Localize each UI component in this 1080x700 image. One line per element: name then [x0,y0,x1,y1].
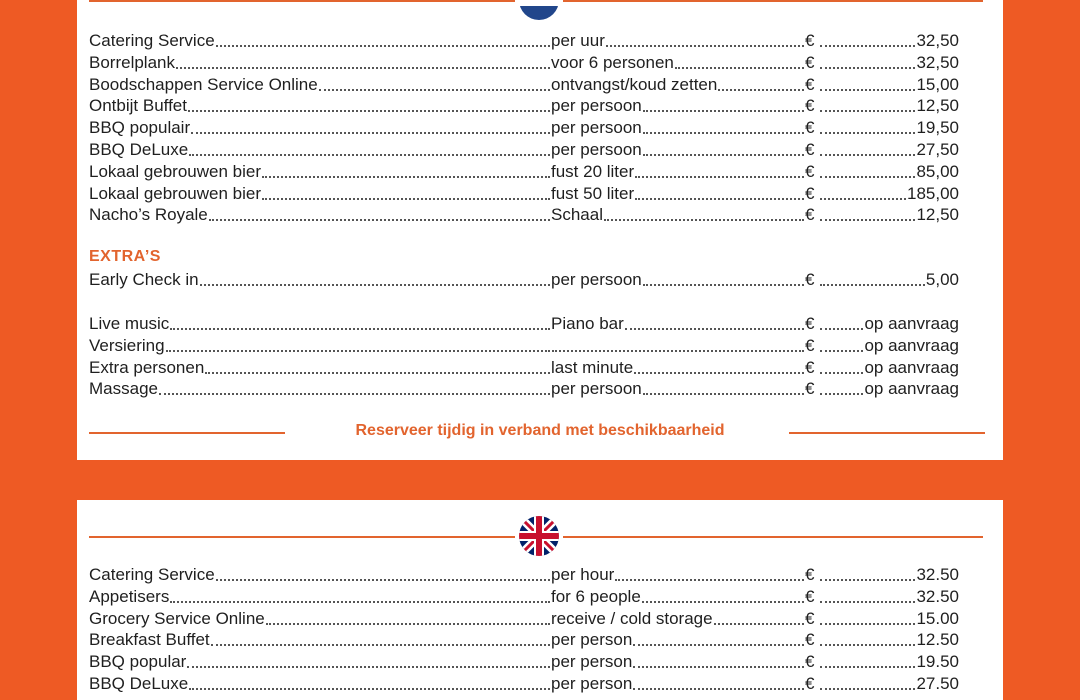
dot-leader [176,52,550,69]
dot-leader [820,357,863,374]
dot-leader [820,651,915,668]
euro-sign: € [805,74,815,94]
item-unit: ontvangst/koud zetten [551,74,805,96]
dot-leader [205,357,550,374]
dot-leader [604,204,804,221]
item-price: 32.50 [819,586,959,608]
item-price: op aanvraag [819,335,959,357]
euro-sign: € [805,270,815,289]
item-unit: per persoon [551,95,805,117]
euro-sign: € [805,183,815,203]
item-name: Grocery Service Online [89,608,551,630]
price-row [89,335,969,357]
item-price: 12.50 [819,629,959,651]
dot-leader [820,313,863,330]
dot-leader [643,269,804,286]
item-price: 32,50 [819,30,959,52]
euro-sign: € [805,96,815,116]
availability-note: Reserveer tijdig in verband met beschikbaarheid [355,422,725,439]
item-unit: Schaal [551,204,805,226]
item-unit: voor 6 personen [551,52,805,74]
item-name: Lokaal gebrouwen bier [89,161,551,183]
euro-sign: € [805,205,815,225]
euro-sign: € [805,565,815,584]
dutch-flag-icon [519,0,559,20]
item-price: 32,50 [819,52,959,74]
price-row [89,564,969,586]
dot-leader [820,629,915,646]
price-row [89,608,969,630]
divider-right [563,536,983,538]
price-row [89,139,969,161]
price-row [89,161,969,183]
dot-leader [216,30,550,47]
item-name: Appetisers [89,586,551,608]
dot-leader [820,269,925,286]
dot-leader [266,608,550,625]
dot-leader [643,95,804,112]
item-unit: per person [551,651,805,673]
item-price: 32.50 [819,564,959,586]
euro-sign: € [805,52,815,72]
item-unit: per person [551,673,805,695]
dot-leader [189,673,550,690]
dot-leader [675,52,804,69]
dot-leader [188,95,550,112]
item-name: BBQ populair [89,117,551,139]
item-name: Ontbijt Buffet [89,95,551,117]
euro-sign: € [805,31,815,50]
price-list-dutch [77,0,1003,460]
price-list-english [77,500,1003,700]
item-name: BBQ DeLuxe [89,673,551,695]
dot-leader [200,269,550,286]
item-name: Lokaal gebrouwen bier [89,183,551,205]
item-price: 15,00 [819,74,959,96]
price-row [89,269,969,291]
price-row [89,95,969,117]
item-unit: per persoon [551,117,805,139]
dot-leader [820,52,915,69]
euro-sign: € [805,379,815,399]
dot-leader [820,161,915,178]
dot-leader [191,117,550,134]
item-unit: for 6 people [551,586,805,608]
dot-leader [216,564,550,581]
dot-leader [820,183,906,200]
divider-left [89,536,515,538]
dot-leader [170,313,550,330]
dot-leader [820,378,863,395]
divider-right [563,0,983,2]
price-row [89,313,969,335]
dot-leader [820,586,915,603]
item-unit: per person [551,629,805,651]
price-row [89,673,969,695]
item-unit: per hour [551,564,805,586]
price-row [89,586,969,608]
dot-leader [820,74,915,91]
item-unit [551,335,805,352]
dot-leader [633,673,804,690]
price-row [89,378,969,400]
dot-leader [820,335,863,352]
dot-leader [643,117,804,134]
euro-sign: € [805,335,815,355]
dot-leader [643,139,804,156]
item-name: BBQ popular [89,651,551,673]
dot-leader [820,117,915,134]
item-unit: Piano bar [551,313,805,335]
price-row [89,183,969,205]
item-price: 185,00 [819,183,959,205]
dot-leader [642,586,804,603]
dot-leader [262,183,550,200]
item-price: 19.50 [819,651,959,673]
euro-sign: € [805,118,815,138]
item-unit: per persoon [551,269,805,291]
item-unit: fust 20 liter [551,161,805,183]
item-price: 27.50 [819,673,959,695]
price-row [89,117,969,139]
dot-leader [625,313,804,330]
dot-leader [633,629,804,646]
item-price: 19,50 [819,117,959,139]
dot-leader [635,183,804,200]
dot-leader [189,139,550,156]
item-price: 15.00 [819,608,959,630]
price-row [89,204,969,226]
dot-leader [166,335,550,352]
item-name: Nacho’s Royale [89,204,551,226]
item-price: op aanvraag [819,378,959,400]
item-name: Extra personen [89,357,551,379]
dot-leader [820,564,915,581]
item-name: BBQ DeLuxe [89,139,551,161]
dot-leader [718,74,804,91]
dot-leader [820,30,915,47]
item-price: 12,50 [819,95,959,117]
dot-leader [170,586,550,603]
extras-title: EXTRA’S [89,248,161,265]
item-price: 27,50 [819,139,959,161]
dot-leader [820,673,915,690]
item-name: Early Check in [89,269,551,291]
divider-left [89,0,515,2]
price-row [89,357,969,379]
item-price: 12,50 [819,204,959,226]
price-row [89,651,969,673]
euro-sign: € [805,652,815,672]
price-row [89,629,969,651]
dot-leader [211,629,550,646]
item-name: Borrelplank [89,52,551,74]
dot-leader [633,651,804,668]
dot-leader [615,564,804,581]
dot-leader [643,378,804,395]
euro-sign: € [805,314,815,333]
item-unit: per persoon [551,378,805,400]
euro-sign: € [805,608,815,628]
item-name: Breakfast Buffet [89,629,551,651]
euro-sign: € [805,357,815,377]
item-name: Versiering [89,335,551,357]
dot-leader [635,161,804,178]
dot-leader [606,30,804,47]
item-price: op aanvraag [819,313,959,335]
item-price: op aanvraag [819,357,959,379]
euro-sign: € [805,140,815,159]
dot-leader [319,74,550,91]
item-name: Boodschappen Service Online [89,74,551,96]
item-unit: fust 50 liter [551,183,805,205]
dot-leader [187,651,550,668]
item-price: 85,00 [819,161,959,183]
dot-leader [634,357,804,374]
item-name: Catering Service [89,30,551,52]
euro-sign: € [805,586,815,606]
price-row [89,30,969,52]
item-unit: per persoon [551,139,805,161]
dot-leader [820,204,915,221]
item-name: Catering Service [89,564,551,586]
uk-flag-icon [519,516,559,556]
dot-leader [820,139,915,156]
item-unit: per uur [551,30,805,52]
dot-leader [209,204,550,221]
euro-sign: € [805,674,815,693]
dot-leader [159,378,550,395]
dot-leader [820,95,915,112]
price-row [89,74,969,96]
item-name: Massage [89,378,551,400]
item-name: Live music [89,313,551,335]
dot-leader [552,335,804,352]
item-price: 5,00 [819,269,959,291]
item-unit: last minute [551,357,805,379]
dot-leader [714,608,804,625]
euro-sign: € [805,630,815,650]
dot-leader [262,161,550,178]
item-unit: receive / cold storage [551,608,805,630]
dot-leader [820,608,915,625]
euro-sign: € [805,161,815,181]
price-row [89,52,969,74]
